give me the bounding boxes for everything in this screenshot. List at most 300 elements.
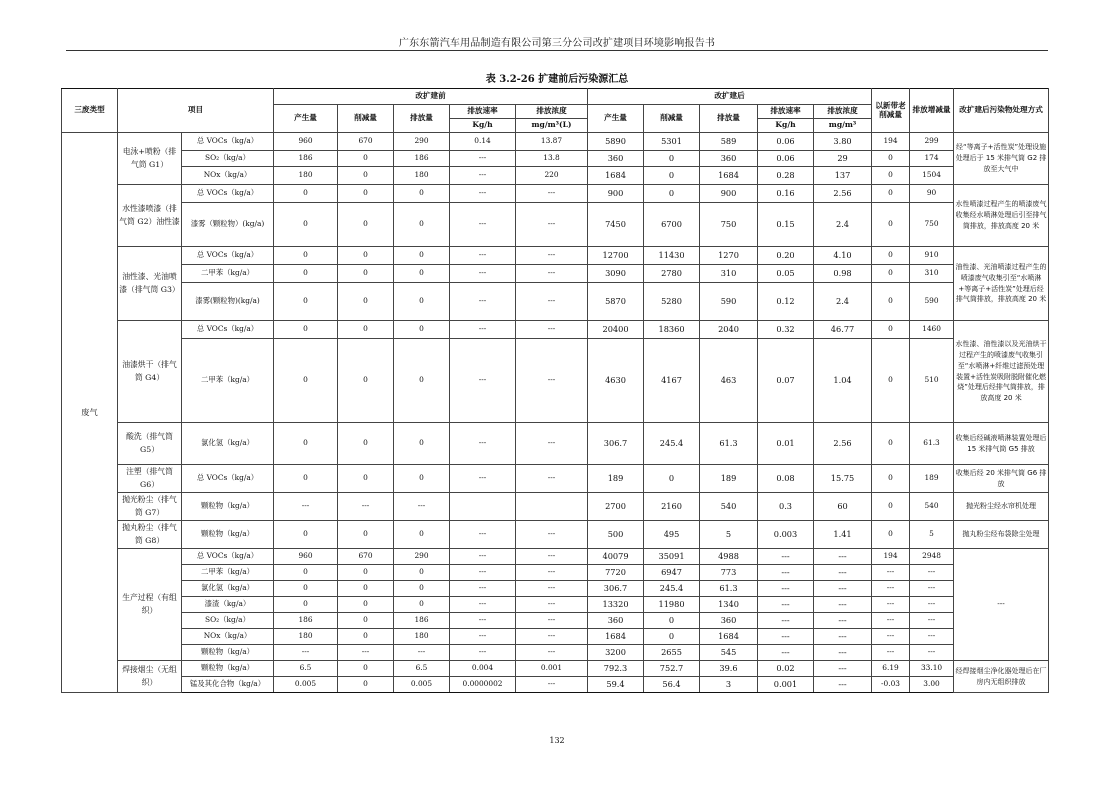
value-cell: 0	[274, 283, 338, 321]
value-cell: ---	[450, 613, 516, 629]
value-cell: 3090	[588, 265, 644, 283]
value-cell: 1460	[910, 321, 954, 339]
value-cell: 0.08	[758, 465, 814, 493]
value-cell: 2655	[644, 645, 700, 661]
group-name-cell: 水性漆喷漆（排气筒 G2）油性漆	[118, 185, 182, 247]
value-cell: 1684	[588, 629, 644, 645]
table-row	[62, 247, 1049, 265]
value-cell: 360	[588, 613, 644, 629]
group-name-cell: 酸洗（排气筒 G5）	[118, 423, 182, 465]
value-cell: 186	[274, 151, 338, 167]
value-cell: ---	[450, 151, 516, 167]
value-cell: 56.4	[644, 677, 700, 693]
value-cell: ---	[516, 185, 588, 203]
value-cell: 46.77	[814, 321, 872, 339]
table-row	[62, 597, 1049, 613]
group-name-cell: 油性漆、光油喷漆（排气筒 G3）	[118, 247, 182, 321]
after-rate-unit: Kg/h	[758, 119, 814, 133]
value-cell: 0.20	[758, 247, 814, 265]
value-cell: ---	[394, 645, 450, 661]
value-cell: 186	[394, 613, 450, 629]
value-cell: 0.001	[758, 677, 814, 693]
after-rate-header: 排放速率	[758, 105, 814, 119]
value-cell: 5870	[588, 283, 644, 321]
treatment-measure-cell: 抛光粉尘经水帘机处理	[954, 493, 1049, 521]
value-cell: 59.4	[588, 677, 644, 693]
table-row	[62, 493, 1049, 521]
value-cell: 6.19	[872, 661, 910, 677]
table-row	[62, 167, 1049, 185]
value-cell: 0	[394, 321, 450, 339]
item-cell: 颗粒物（kg/a）	[182, 521, 274, 549]
value-cell: 1.04	[814, 339, 872, 423]
value-cell: ---	[516, 521, 588, 549]
value-cell: ---	[814, 629, 872, 645]
item-cell: SO₂（kg/a）	[182, 151, 274, 167]
table-row	[62, 565, 1049, 581]
col-category-header: 三废类型	[62, 89, 118, 133]
value-cell: 0	[274, 339, 338, 423]
value-cell: 500	[588, 521, 644, 549]
col-increase-header: 排放增减量	[910, 89, 954, 133]
value-cell: 0.005	[274, 677, 338, 693]
value-cell: 194	[872, 133, 910, 151]
value-cell: 4988	[700, 549, 758, 565]
table-body	[62, 133, 1049, 693]
value-cell: ---	[814, 565, 872, 581]
table-row	[62, 321, 1049, 339]
after-conc-header: 排放浓度	[814, 105, 872, 119]
value-cell: 0	[394, 265, 450, 283]
value-cell: 310	[700, 265, 758, 283]
value-cell: ---	[516, 423, 588, 465]
value-cell: 7450	[588, 203, 644, 247]
value-cell: 0	[338, 185, 394, 203]
value-cell: 4.10	[814, 247, 872, 265]
value-cell: 0	[338, 321, 394, 339]
value-cell: 0.28	[758, 167, 814, 185]
value-cell: ---	[814, 581, 872, 597]
value-cell: 900	[700, 185, 758, 203]
value-cell: ---	[758, 613, 814, 629]
value-cell: 0	[872, 151, 910, 167]
table-title: 表 3.2-26 扩建前后污染源汇总	[485, 74, 629, 85]
value-cell: 0	[274, 203, 338, 247]
item-cell: 总 VOCs（kg/a）	[182, 247, 274, 265]
table-row	[62, 629, 1049, 645]
before-emission-header: 排放量	[394, 105, 450, 133]
value-cell: 11980	[644, 597, 700, 613]
value-cell: 2160	[644, 493, 700, 521]
value-cell: ---	[910, 613, 954, 629]
value-cell: ---	[516, 613, 588, 629]
value-cell: 0	[394, 597, 450, 613]
value-cell: 5	[910, 521, 954, 549]
value-cell: 180	[394, 629, 450, 645]
value-cell: 0	[338, 283, 394, 321]
col-reduction-header: 以新带老削减量	[872, 89, 910, 133]
value-cell: 0	[394, 581, 450, 597]
table-row	[62, 133, 1049, 151]
value-cell: 0.32	[758, 321, 814, 339]
value-cell: 0	[338, 339, 394, 423]
value-cell: 750	[910, 203, 954, 247]
value-cell: ---	[758, 597, 814, 613]
value-cell: 0	[338, 247, 394, 265]
value-cell: 792.3	[588, 661, 644, 677]
value-cell: 1340	[700, 597, 758, 613]
value-cell: 360	[588, 151, 644, 167]
group-name-cell: 抛光粉尘（排气筒 G7）	[118, 493, 182, 521]
value-cell: 189	[700, 465, 758, 493]
value-cell: ---	[516, 645, 588, 661]
value-cell: 540	[910, 493, 954, 521]
value-cell: 18360	[644, 321, 700, 339]
value-cell: ---	[516, 203, 588, 247]
value-cell: ---	[338, 493, 394, 521]
value-cell: 0	[338, 203, 394, 247]
value-cell: ---	[516, 549, 588, 565]
value-cell: 0.003	[758, 521, 814, 549]
value-cell: 0	[394, 185, 450, 203]
value-cell: ---	[450, 521, 516, 549]
value-cell: ---	[758, 629, 814, 645]
value-cell: 540	[700, 493, 758, 521]
value-cell: 0.005	[394, 677, 450, 693]
group-name-cell: 注塑（排气筒 G6）	[118, 465, 182, 493]
value-cell: 5890	[588, 133, 644, 151]
before-rate-unit: Kg/h	[450, 119, 516, 133]
item-cell: 总 VOCs（kg/a）	[182, 133, 274, 151]
value-cell: 495	[644, 521, 700, 549]
col-measures-header: 改扩建后污染物处理方式	[954, 89, 1049, 133]
value-cell: 590	[910, 283, 954, 321]
value-cell: 0	[338, 661, 394, 677]
value-cell: 306.7	[588, 423, 644, 465]
value-cell: ---	[872, 581, 910, 597]
value-cell: 186	[274, 613, 338, 629]
item-cell: 颗粒物（kg/a）	[182, 645, 274, 661]
value-cell: 0	[338, 629, 394, 645]
value-cell: 0	[338, 565, 394, 581]
value-cell: ---	[910, 645, 954, 661]
value-cell: ---	[516, 629, 588, 645]
value-cell: 0.004	[450, 661, 516, 677]
value-cell: 245.4	[644, 581, 700, 597]
value-cell: 360	[700, 151, 758, 167]
value-cell: 545	[700, 645, 758, 661]
value-cell: 0	[274, 265, 338, 283]
value-cell: ---	[450, 167, 516, 185]
before-cut-header: 削减量	[338, 105, 394, 133]
value-cell: 3.00	[910, 677, 954, 693]
value-cell: 180	[274, 167, 338, 185]
value-cell: 13.8	[516, 151, 588, 167]
value-cell: 194	[872, 549, 910, 565]
after-produced-header: 产生量	[588, 105, 644, 133]
treatment-measure-cell: 收集后经 20 米排气筒 G6 排放	[954, 465, 1049, 493]
value-cell: 1684	[700, 167, 758, 185]
table-row	[62, 283, 1049, 321]
group-name-cell: 生产过程（有组织）	[118, 549, 182, 661]
value-cell: 0	[338, 677, 394, 693]
group-name-cell: 油漆烘干（排气筒 G4）	[118, 321, 182, 423]
value-cell: 2948	[910, 549, 954, 565]
value-cell: 39.6	[700, 661, 758, 677]
value-cell: 5	[700, 521, 758, 549]
group-name-cell: 抛丸粉尘（排气筒 G8）	[118, 521, 182, 549]
value-cell: ---	[450, 247, 516, 265]
value-cell: ---	[450, 465, 516, 493]
value-cell: 670	[338, 133, 394, 151]
value-cell: 60	[814, 493, 872, 521]
pollution-source-table	[61, 88, 1049, 693]
value-cell: ---	[450, 185, 516, 203]
value-cell: ---	[338, 645, 394, 661]
value-cell: 12700	[588, 247, 644, 265]
value-cell: ---	[516, 283, 588, 321]
value-cell: ---	[516, 677, 588, 693]
value-cell: 0.12	[758, 283, 814, 321]
value-cell: ---	[516, 597, 588, 613]
value-cell: 0	[872, 283, 910, 321]
value-cell: ---	[450, 549, 516, 565]
value-cell: 0.001	[516, 661, 588, 677]
table-row	[62, 339, 1049, 423]
value-cell: 0	[274, 321, 338, 339]
value-cell: 0.05	[758, 265, 814, 283]
value-cell: 15.75	[814, 465, 872, 493]
item-cell: 二甲苯（kg/a）	[182, 265, 274, 283]
value-cell: ---	[450, 283, 516, 321]
value-cell: 0	[872, 339, 910, 423]
treatment-measure-cell: 水性漆、油性漆以及光油烘干过程产生的喷漆废气收集引至“水喷淋+纤维过滤预处理装置+活性炭吸附脱附催化燃烧”处理后经排气筒排放，排放高度 20 米	[954, 321, 1049, 423]
value-cell: 13.87	[516, 133, 588, 151]
value-cell: ---	[516, 265, 588, 283]
before-produced-header: 产生量	[274, 105, 338, 133]
table-row	[62, 645, 1049, 661]
treatment-measure-cell: 收集后经碱液喷淋装置处理后 15 米排气筒 G5 排放	[954, 423, 1049, 465]
value-cell: 6700	[644, 203, 700, 247]
value-cell: 2.56	[814, 185, 872, 203]
value-cell: 180	[394, 167, 450, 185]
item-cell: 氯化氢（kg/a）	[182, 423, 274, 465]
value-cell: -0.03	[872, 677, 910, 693]
before-conc-header: 排放浓度	[516, 105, 588, 119]
treatment-measure-cell: 抛丸粉尘经布袋除尘处理	[954, 521, 1049, 549]
value-cell: 0	[338, 613, 394, 629]
value-cell: ---	[516, 581, 588, 597]
item-cell: 锰及其化合物（kg/a）	[182, 677, 274, 693]
value-cell: 0	[274, 247, 338, 265]
value-cell: 299	[910, 133, 954, 151]
value-cell: 0	[274, 565, 338, 581]
value-cell	[516, 493, 588, 521]
value-cell: 2.4	[814, 283, 872, 321]
value-cell: 0	[394, 203, 450, 247]
item-cell: 颗粒物（kg/a）	[182, 493, 274, 521]
value-cell: 189	[588, 465, 644, 493]
value-cell: ---	[872, 565, 910, 581]
value-cell: 0	[274, 597, 338, 613]
group-name-cell: 电泳+喷粉（排气筒 G1）	[118, 133, 182, 185]
value-cell: 3200	[588, 645, 644, 661]
value-cell: 2040	[700, 321, 758, 339]
table-row	[62, 151, 1049, 167]
table-row	[62, 521, 1049, 549]
value-cell: 0	[644, 151, 700, 167]
table-row	[62, 423, 1049, 465]
treatment-measure-cell: 油性漆、光油喷漆过程产生的喷漆废气收集引至“水喷淋+等离子+活性炭”处理后经排气筒排放，排放高度 20 米	[954, 247, 1049, 321]
value-cell: 137	[814, 167, 872, 185]
value-cell: 61.3	[910, 423, 954, 465]
value-cell: 186	[394, 151, 450, 167]
value-cell: 1684	[588, 167, 644, 185]
value-cell: 0	[394, 565, 450, 581]
value-cell: 189	[910, 465, 954, 493]
table-row	[62, 203, 1049, 247]
item-cell: NOx（kg/a）	[182, 629, 274, 645]
item-cell: 漆雾(颗粒物)(kg/a)	[182, 283, 274, 321]
value-cell: ---	[450, 565, 516, 581]
value-cell: ---	[450, 339, 516, 423]
value-cell: ---	[450, 203, 516, 247]
value-cell: 0	[274, 423, 338, 465]
value-cell: 3.80	[814, 133, 872, 151]
value-cell: 290	[394, 133, 450, 151]
value-cell: 0	[394, 339, 450, 423]
value-cell: 0.16	[758, 185, 814, 203]
value-cell: ---	[516, 565, 588, 581]
table-row	[62, 465, 1049, 493]
value-cell: ---	[758, 581, 814, 597]
value-cell: ---	[910, 581, 954, 597]
value-cell: 11430	[644, 247, 700, 265]
value-cell: 61.3	[700, 581, 758, 597]
item-cell: 总 VOCs（kg/a）	[182, 465, 274, 493]
value-cell: ---	[910, 565, 954, 581]
value-cell: ---	[516, 465, 588, 493]
value-cell: ---	[394, 493, 450, 521]
value-cell: ---	[516, 339, 588, 423]
value-cell: 0.14	[450, 133, 516, 151]
category-cell: 废气	[62, 133, 118, 693]
document-header: 广东东箭汽车用品制造有限公司第三分公司改扩建项目环境影响报告书	[398, 38, 716, 49]
table-row	[62, 661, 1049, 677]
value-cell: 6947	[644, 565, 700, 581]
treatment-measure-cell: 水性喷漆过程产生的喷漆废气收集经水喷淋处理后引至排气筒排放，排放高度 20 米	[954, 185, 1049, 247]
value-cell: ---	[450, 645, 516, 661]
value-cell: ---	[910, 629, 954, 645]
table-row	[62, 185, 1049, 203]
value-cell: 6.5	[274, 661, 338, 677]
value-cell: 590	[700, 283, 758, 321]
value-cell: 180	[274, 629, 338, 645]
value-cell: 0.0000002	[450, 677, 516, 693]
value-cell: 0	[394, 521, 450, 549]
value-cell: ---	[758, 645, 814, 661]
table-row	[62, 677, 1049, 693]
item-cell: 漆渣（kg/a）	[182, 597, 274, 613]
value-cell: ---	[450, 581, 516, 597]
value-cell: 0.3	[758, 493, 814, 521]
value-cell: 290	[394, 549, 450, 565]
value-cell: ---	[274, 493, 338, 521]
value-cell: ---	[814, 613, 872, 629]
page-number: 132	[549, 736, 565, 745]
value-cell: 0	[644, 185, 700, 203]
header-rule	[66, 50, 1048, 51]
value-cell: 0	[872, 185, 910, 203]
value-cell: 0.06	[758, 151, 814, 167]
value-cell: 13320	[588, 597, 644, 613]
item-cell: 总 VOCs（kg/a）	[182, 549, 274, 565]
value-cell: 1504	[910, 167, 954, 185]
value-cell: 960	[274, 133, 338, 151]
value-cell: 670	[338, 549, 394, 565]
value-cell: 0	[274, 465, 338, 493]
before-rate-header: 排放速率	[450, 105, 516, 119]
group-name-cell: 焊接烟尘（无组织）	[118, 661, 182, 693]
after-emission-header: 排放量	[700, 105, 758, 133]
value-cell: 6.5	[394, 661, 450, 677]
item-cell: 二甲苯（kg/a）	[182, 565, 274, 581]
col-after-header: 改扩建后	[588, 89, 872, 105]
value-cell: 4630	[588, 339, 644, 423]
value-cell: 90	[910, 185, 954, 203]
value-cell: 0	[644, 465, 700, 493]
value-cell: ---	[814, 549, 872, 565]
table-row	[62, 265, 1049, 283]
value-cell: 1.41	[814, 521, 872, 549]
value-cell: 2.56	[814, 423, 872, 465]
table-row	[62, 581, 1049, 597]
value-cell: ---	[814, 677, 872, 693]
value-cell: 0	[338, 423, 394, 465]
value-cell: 0	[338, 265, 394, 283]
value-cell: 0	[644, 613, 700, 629]
value-cell: ---	[872, 613, 910, 629]
value-cell: 0	[274, 581, 338, 597]
value-cell: 510	[910, 339, 954, 423]
value-cell: ---	[872, 629, 910, 645]
value-cell: ---	[872, 597, 910, 613]
value-cell: 0	[338, 521, 394, 549]
value-cell: ---	[450, 597, 516, 613]
value-cell: 0.07	[758, 339, 814, 423]
value-cell: 0	[274, 185, 338, 203]
value-cell: 5301	[644, 133, 700, 151]
treatment-measure-cell: ---	[954, 549, 1049, 661]
value-cell: 1270	[700, 247, 758, 265]
value-cell: 0	[394, 423, 450, 465]
value-cell: ---	[814, 661, 872, 677]
value-cell: 750	[700, 203, 758, 247]
value-cell: 0	[394, 465, 450, 493]
col-item-header: 项目	[118, 89, 274, 133]
value-cell	[450, 493, 516, 521]
value-cell: 4167	[644, 339, 700, 423]
value-cell: 0	[872, 465, 910, 493]
value-cell: 773	[700, 565, 758, 581]
table-row	[62, 613, 1049, 629]
value-cell: ---	[758, 565, 814, 581]
value-cell: 900	[588, 185, 644, 203]
value-cell: 0	[872, 203, 910, 247]
value-cell: 20400	[588, 321, 644, 339]
value-cell: 0	[338, 465, 394, 493]
value-cell: 310	[910, 265, 954, 283]
